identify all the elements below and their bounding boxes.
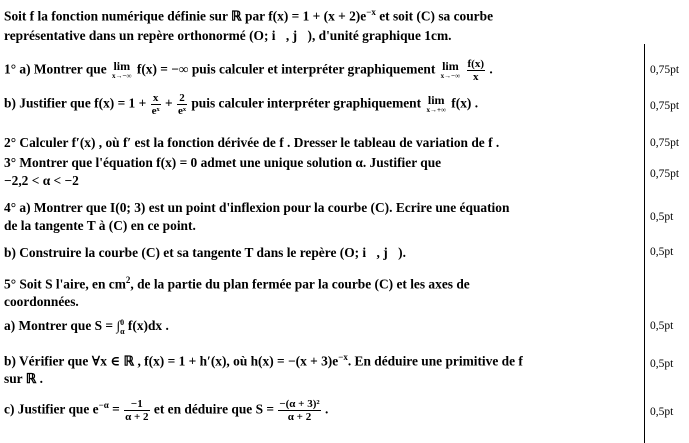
intro-line-2: représentative dans un repère orthonormé (O; i⃗, j⃗), d'unité graphique 1cm. — [4, 28, 452, 44]
intro-line-1: Soit f la fonction numérique définie sur ℝ par $f(x) = 1 + (x + 2)e^{-x}$ et soit (C) sa courbe — [4, 7, 494, 24]
points-q5a: 0,5pt — [650, 320, 674, 332]
problem-statement — [4, 2, 684, 46]
points-q1a: 0,75pt — [650, 64, 680, 76]
points-q1b: 0,75pt — [650, 100, 680, 112]
question-2: 2° Calculer f′(x) , où f′ est la fonction dérivée de f . Dresser le tableau de variation de f . — [4, 135, 500, 150]
question-1b: b) Justifier que f(x) = 1 + $\frac{x}{\text{eˣ}}$ + $\frac{2}{\text{eˣ}}$ puis calculer interpréter graphiquement lim x→+∞ f(x) . — [4, 92, 479, 117]
points-column-divider — [644, 44, 645, 443]
question-5a: a) Montrer que S = ∫ 0 α f(x)dx . — [4, 317, 169, 336]
question-5c: c) Justifier que $e^{-\alpha}$ = $\frac{-1}{\alpha + 2}$ et en déduire que S = $\frac{\text{−(α + 3)²}}{\alpha + 2}$ . — [4, 397, 329, 423]
limit-plus-infinity: lim x→+∞ — [426, 92, 446, 114]
question-5b: b) Vérifier que ∀x ∈ ℝ , f(x) = 1 + h′(x), où $h(x) = -(x + 3)e^{-x}$. En déduire une primitive de f sur ℝ . — [4, 352, 523, 387]
question-4b: b) Construire la courbe (C) et sa tangente T dans le repère (O; i⃗, j⃗). — [4, 245, 406, 260]
points-q3: 0,75pt — [650, 168, 680, 180]
points-q2: 0,75pt — [650, 137, 680, 149]
question-1a: 1° a) Montrer que lim x→−∞ f(x) = −∞ puis calculer et interpréter graphiquement lim x→−∞ $\frac{f(x)}{x}$ . — [4, 58, 493, 83]
points-q4b: 0,5pt — [650, 246, 674, 258]
points-q5c: 0,5pt — [650, 406, 674, 418]
question-3: 3° Montrer que l'équation f(x) = 0 admet une unique solution α. Justifier que −2,2 < α < −2 — [4, 155, 442, 188]
question-5: 5° Soit S l'aire, en $cm^2$, de la partie du plan fermée par la courbe (C) et les axes de coordonnées. — [4, 275, 470, 310]
points-q5b: 0,5pt — [650, 358, 674, 370]
points-q4a: 0,5pt — [650, 211, 674, 223]
fraction-fx-over-x: $\frac{f(x)}{x}$ — [467, 58, 485, 83]
question-4a: 4° a) Montrer que I(0; 3) est un point d'inflexion pour la courbe (C). Ecrire une équation de la tangente T à (C) en ce point. — [4, 200, 510, 233]
limit-minus-infinity: lim x→−∞ — [112, 58, 132, 80]
